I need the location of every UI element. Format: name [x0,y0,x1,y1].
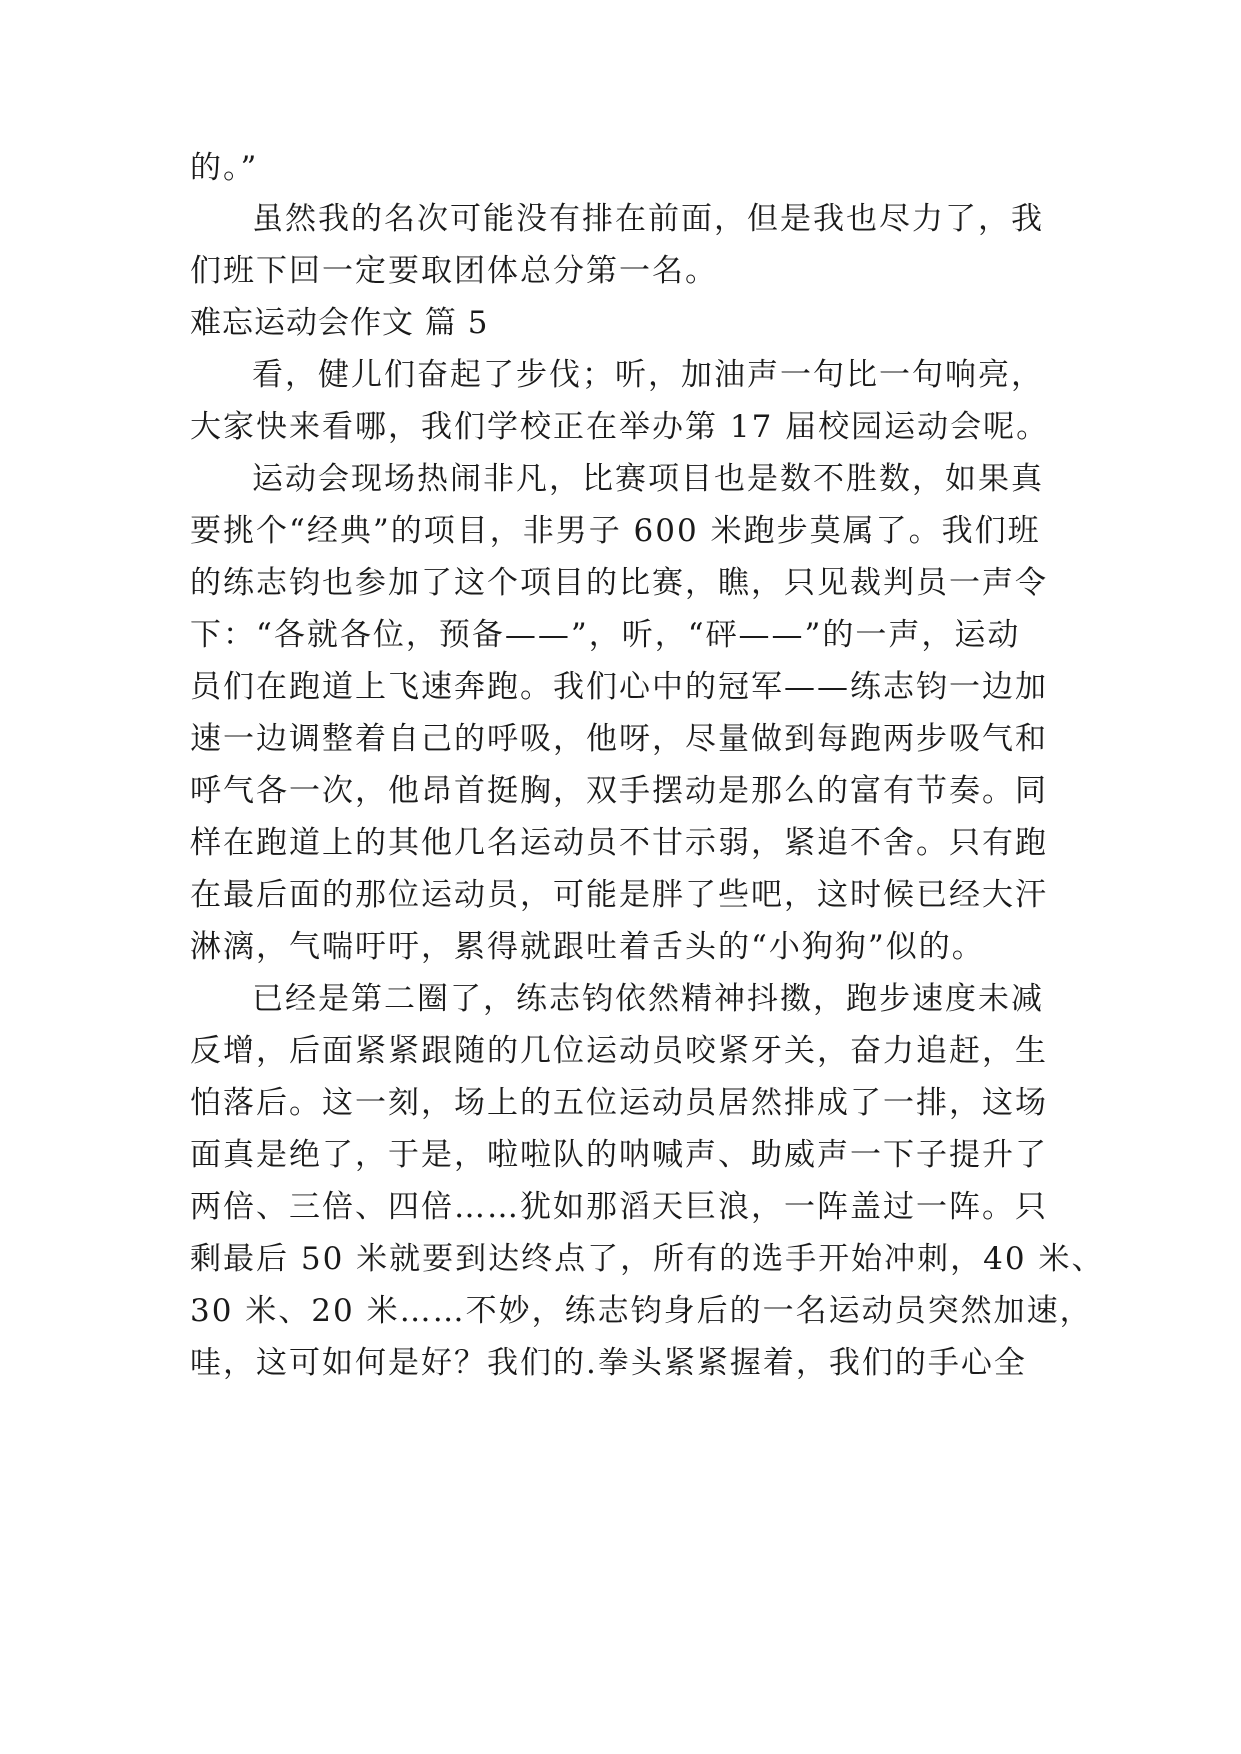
text-line: 员们在跑道上飞速奔跑。我们心中的冠军——练志钧一边加 [190,669,1048,705]
text-line: 虽然我的名次可能没有排在前面，但是我也尽力了，我 [252,201,1044,237]
text-line: 两倍、三倍、四倍……犹如那滔天巨浪，一阵盖过一阵。只 [190,1189,1048,1225]
text-line: 要挑个“经典”的项目，非男子 600 米跑步莫属了。我们班 [190,513,1041,549]
text-line: 运动会现场热闹非凡，比赛项目也是数不胜数，如果真 [252,461,1044,497]
text-line: 速一边调整着自己的呼吸，他呀，尽量做到每跑两步吸气和 [190,721,1048,757]
text-line: 在最后面的那位运动员，可能是胖了些吧，这时候已经大汗 [190,877,1048,913]
section-heading: 难忘运动会作文 篇 5 [190,305,489,341]
text-line: 30 米、20 米……不妙，练志钧身后的一名运动员突然加速， [190,1293,1093,1329]
text-line: 下：“各就各位，预备——”，听，“砰——”的一声，运动 [190,617,1021,653]
text-line: 看，健儿们奋起了步伐；听，加油声一句比一句响亮， [252,357,1044,393]
text-line: 剩最后 50 米就要到达终点了，所有的选手开始冲刺，40 米、 [190,1241,1105,1277]
text-line: 怕落后。这一刻，场上的五位运动员居然排成了一排，这场 [190,1085,1048,1121]
text-line: 呼气各一次，他昂首挺胸，双手摆动是那么的富有节奏。同 [190,773,1048,809]
text-line: 淋漓，气喘吁吁，累得就跟吐着舌头的“小狗狗”似的。 [190,929,985,965]
text-line: 反增，后面紧紧跟随的几位运动员咬紧牙关，奋力追赶，生 [190,1033,1048,1069]
text-line: 面真是绝了，于是，啦啦队的呐喊声、助威声一下子提升了 [190,1137,1048,1173]
text-line: 哇，这可如何是好？我们的.拳头紧紧握着，我们的手心全 [190,1345,1027,1381]
text-line: 样在跑道上的其他几名运动员不甘示弱，紧追不舍。只有跑 [190,825,1048,861]
text-line: 的练志钧也参加了这个项目的比赛，瞧，只见裁判员一声令 [190,565,1048,601]
text-line: 们班下回一定要取团体总分第一名。 [190,253,718,289]
text-line: 的。” [190,150,259,186]
text-line: 大家快来看哪，我们学校正在举办第 17 届校园运动会呢。 [190,409,1050,445]
text-line: 已经是第二圈了，练志钧依然精神抖擞，跑步速度未减 [252,981,1044,1017]
